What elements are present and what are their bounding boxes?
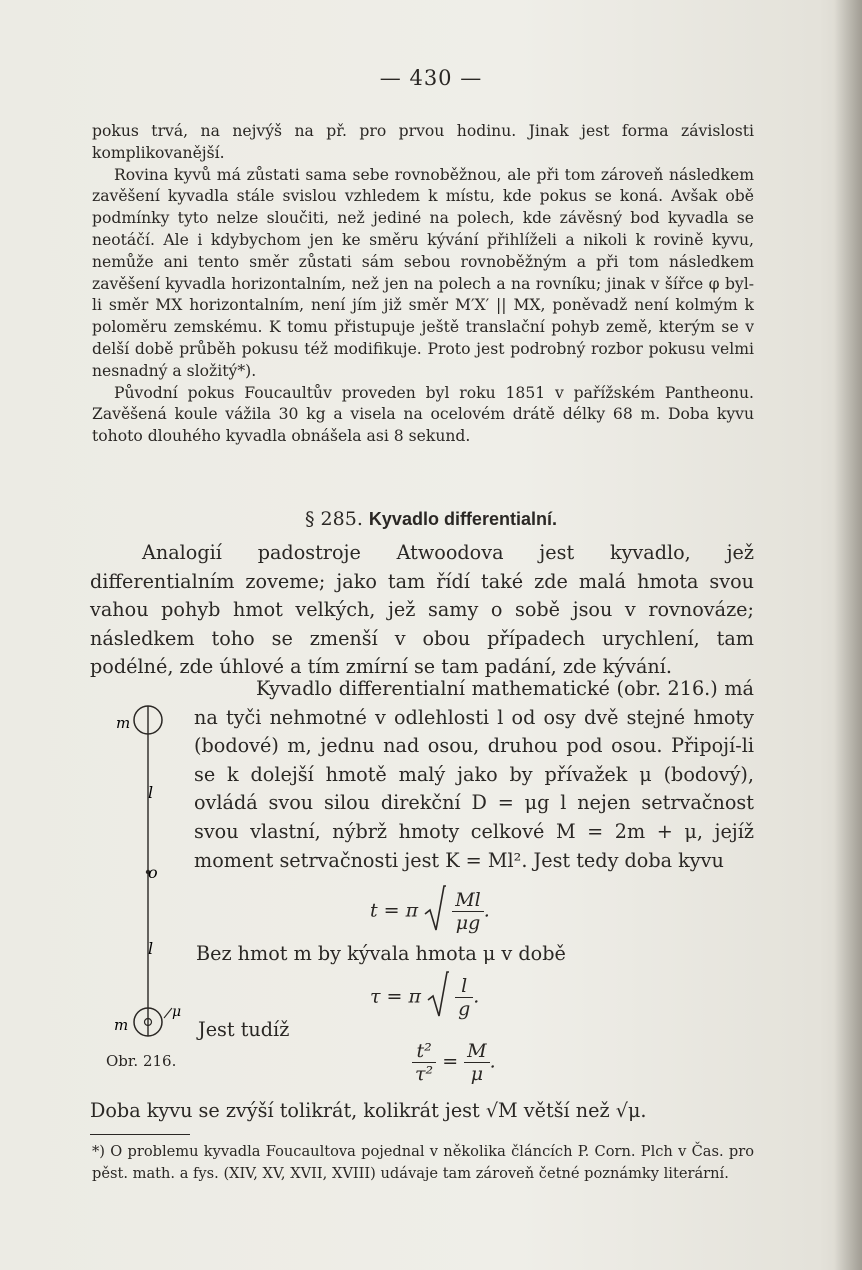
- paragraph-1: pokus trvá, na nejvýš na př. pro prvou hodinu. Jinak jest forma závislosti komplikovanější.: [92, 122, 754, 162]
- figure-caption: Obr. 216.: [106, 1052, 177, 1070]
- equation-ratio: [412, 1040, 496, 1085]
- section-title-text: Kyvadlo differentialní.: [368, 509, 557, 529]
- equation-t-lhs: t = π: [370, 899, 419, 922]
- small-text-block: [92, 121, 754, 448]
- equation-ratio-left-numerator: t²: [412, 1040, 436, 1063]
- equation-t: [370, 884, 490, 939]
- equation-ratio-right-numerator: M: [464, 1040, 489, 1063]
- equation-tau-fraction: [455, 975, 473, 1020]
- mu-pointer: [164, 1008, 172, 1018]
- differential-pendulum-paragraph-block: [194, 675, 754, 875]
- fig-label-l-top: l: [148, 783, 154, 802]
- footnote: *) O problemu kyvadla Foucaultova pojednal v několika článcích P. Corn. Plch v Čas. pro pěst. math. a fys. (XIV, XV, XVII, XVIII) udávaje tam zároveň četné poznámky literární.: [92, 1143, 754, 1182]
- sqrt-sign-icon: [427, 970, 449, 1025]
- equation-tau-denominator: g: [458, 998, 471, 1020]
- equation-t-numerator: Ml: [452, 889, 484, 912]
- equation-ratio-left-fraction: [412, 1040, 436, 1085]
- fig-label-m-bottom: m: [114, 1016, 129, 1034]
- page-number: — 430 —: [379, 66, 483, 90]
- paragraph-8: Doba kyvu se zvýší tolikrát, kolikrát jest √M větší než √μ.: [90, 1099, 647, 1122]
- equation-t-end: .: [483, 899, 490, 922]
- equation-ratio-right-denominator: μ: [470, 1063, 484, 1085]
- paragraph-2: Rovina kyvů má zůstati sama sebe rovnoběžnou, ale při tom zároveň následkem zavěšení kyvadla stále svislou vzhledem k místu, kde pokus se koná. Avšak obě podmínky tyto nelze sloučiti, než jediné na polech, kde závěsný bod kyvadla se neotáčí. Ale i kdybychom jen ke směru kývání přihlíželi a nikoli k rovině kyvu, nemůže ani tento směr zůstati sám sebou rovnoběžným a při tom následkem zavěšení kyvadla horizontalním, než jen na polech a na rovníku; jinak v šířce φ byl-li směr MX horizontalním, není jím již směr M′X′ || MX, poněvadž není kolmým k poloměru zemskému. K tomu přistupuje ještě translační pohyb země, kterým se v delší době průběh pokusu též modifikuje. Proto jest podrobný rozbor pokusu velmi nesnadný a složitý*).: [92, 165, 754, 380]
- equation-tau-end: .: [473, 985, 480, 1008]
- paragraph-6: Bez hmot m by kývala hmota μ v době: [196, 942, 566, 965]
- figure-216: [106, 700, 196, 1050]
- equation-t-denominator: μg: [455, 912, 481, 934]
- equation-ratio-end: .: [489, 1050, 496, 1073]
- paragraph-8-block: [90, 1097, 754, 1126]
- paragraph-6-block: [196, 940, 756, 969]
- equation-t-fraction: [452, 889, 484, 934]
- paragraph-7: Jest tudíž: [198, 1018, 290, 1041]
- sqrt-sign-icon: [424, 884, 446, 939]
- intro-paragraph-block: [90, 539, 754, 682]
- section-heading: [0, 508, 862, 530]
- paragraph-4: Analogií padostroje Atwoodova jest kyvadlo, jež differentialním zoveme; jako tam řídí také zde malá hmota svou vahou pohyb hmot velkých, jež samy o sobě jsou v rovnováze; následkem toho se zmenší v obou případech urychlení, tam podélné, zde úhlové a tím zmírní se tam padání, zde kývání.: [90, 541, 754, 679]
- differential-pendulum-diagram: [106, 700, 196, 1050]
- paragraph-5: Kyvadlo differentialní mathematické (obr. 216.) má na tyči nehmotné v odlehlosti l od osy dvě stejné hmoty (bodové) m, jednu nad osou, druhou pod osou. Připojí-li se k dolejší hmotě malý jako by přívažek μ (bodový), ovládá svou silou direkční D = μg l nejen setrvačnost svou vlastní, nýbrž hmoty celkové M = 2m + μ, jejíž moment setrvačnosti jest K = Ml². Jest tedy doba kyvu: [194, 677, 754, 872]
- section-number: § 285.: [305, 508, 363, 530]
- fig-label-m-top: m: [116, 714, 131, 732]
- equation-ratio-right-fraction: [464, 1040, 489, 1085]
- footnote-divider: [90, 1134, 190, 1135]
- page-edge-shadow: [834, 0, 862, 1270]
- equation-ratio-equals: =: [442, 1050, 459, 1073]
- fig-label-o: o: [148, 863, 158, 882]
- paragraph-7-block: [198, 1016, 398, 1045]
- fig-label-mu: μ: [172, 1004, 182, 1020]
- equation-tau-numerator: l: [455, 975, 473, 998]
- equation-tau-lhs: τ = π: [370, 985, 421, 1008]
- paragraph-3: Původní pokus Foucaultův proveden byl roku 1851 v pařížském Pantheonu. Zavěšená koule vážila 30 kg a visela na ocelovém drátě délky 68 m. Doba kyvu tohoto dlouhého kyvadla obnášela asi 8 sekund.: [92, 383, 754, 446]
- fig-label-l-bottom: l: [148, 939, 154, 958]
- equation-ratio-left-denominator: τ²: [415, 1063, 434, 1085]
